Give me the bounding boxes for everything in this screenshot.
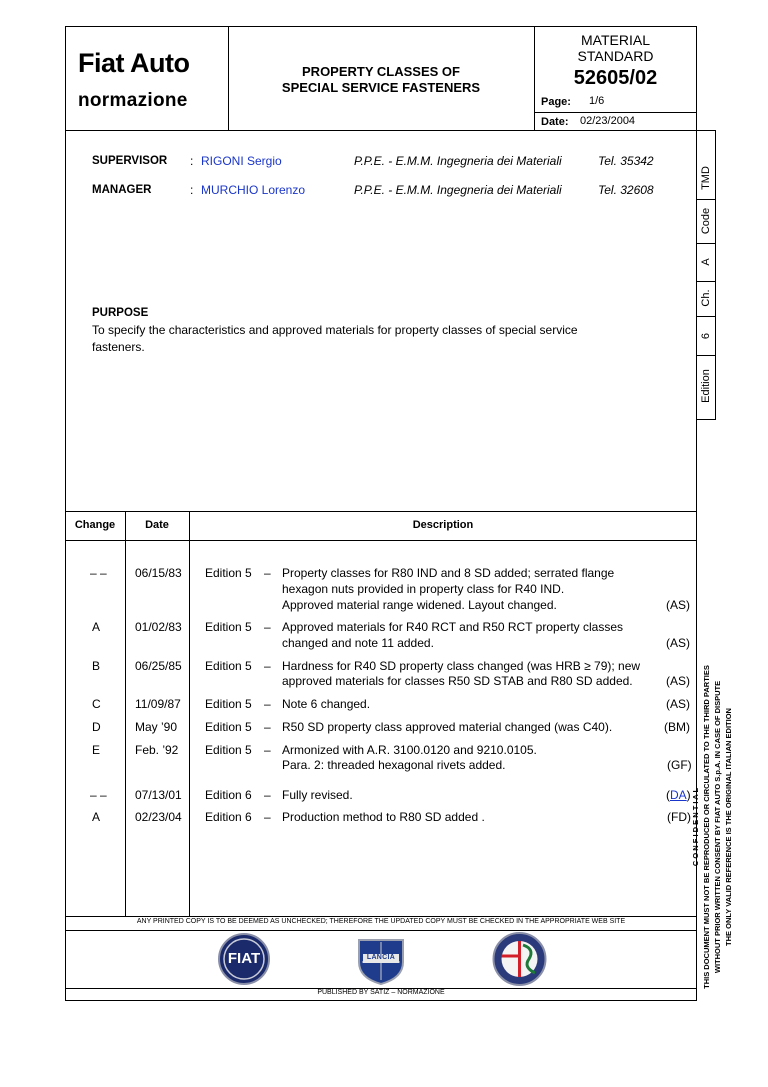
material-label-line-2: STANDARD	[577, 48, 654, 64]
row-author-code: (AS)	[666, 674, 690, 688]
row-change: – –	[90, 788, 107, 802]
row-author-code: (AS)	[666, 636, 690, 650]
row-description-line: changed and note 11 added.	[282, 636, 434, 650]
confidential-notice	[690, 567, 734, 1087]
brand-subtitle: normazione	[78, 90, 188, 111]
unchecked-copy-notice: ANY PRINTED COPY IS TO BE DEEMED AS UNCHECKED; THEREFORE THE UPDATED COPY MUST BE CHECKED IN THE APPROPRIATE WEB SITE	[136, 918, 626, 925]
row-description-line: Para. 2: threaded hexagonal rivets added.	[282, 758, 506, 772]
material-label-line-1: MATERIAL	[581, 32, 650, 48]
manager-phone: Tel. 32608	[598, 183, 654, 197]
alfa-romeo-logo	[491, 931, 548, 987]
row-description-line: Production method to R80 SD added .	[282, 810, 485, 824]
row-description-line: approved materials for classes R50 SD STAB and R80 SD added.	[282, 674, 633, 688]
row-date: 06/15/83	[135, 566, 182, 580]
row-edition: Edition 5	[205, 566, 252, 580]
confidential-line-3: THE ONLY VALID REFERENCE IS THE ORIGINAL ITALIAN EDITION	[724, 708, 733, 946]
fiat-logo	[216, 932, 272, 986]
manager-department: P.P.E. - E.M.M. Ingegneria dei Materiali	[354, 183, 562, 197]
row-change: D	[92, 720, 101, 734]
header-description: Description	[412, 519, 474, 531]
row-date: 01/02/83	[135, 620, 182, 634]
row-description-line: Approved material range widened. Layout changed.	[282, 598, 557, 612]
row-description-line: R50 SD property class approved material changed (was C40).	[282, 720, 613, 734]
row-edition: Edition 5	[205, 720, 252, 734]
standard-number: 52605/02	[573, 67, 658, 89]
row-author-code: (AS)	[666, 697, 690, 711]
row-change: – –	[90, 566, 107, 580]
manager-name[interactable]: MURCHIO Lorenzo	[201, 183, 306, 197]
lancia-logo	[354, 932, 408, 986]
purpose-text-line-2: fasteners.	[92, 340, 145, 354]
row-dash: –	[264, 659, 271, 673]
supervisor-phone: Tel. 35342	[598, 154, 654, 168]
title-line-1: PROPERTY CLASSES OF	[302, 64, 460, 79]
row-author-code: (FD)	[667, 810, 691, 824]
table-col-divider-2	[189, 511, 190, 917]
manager-separator: :	[190, 183, 194, 197]
tab-code: Code	[700, 207, 712, 235]
row-author-code: (BM)	[664, 720, 690, 734]
row-dash: –	[264, 620, 271, 634]
row-edition: Edition 5	[205, 620, 252, 634]
row-edition: Edition 5	[205, 697, 252, 711]
row-description-line: Property classes for R80 IND and 8 SD added; serrated flange	[282, 566, 615, 580]
published-by: PUBLISHED BY SATIZ – NORMAZIONE	[317, 989, 445, 996]
date-label: Date:	[541, 116, 569, 128]
supervisor-separator: :	[190, 154, 194, 168]
date-value: 02/23/2004	[580, 115, 636, 127]
title-line-2: SPECIAL SERVICE FASTENERS	[281, 80, 481, 95]
table-header-rule	[65, 540, 697, 541]
row-author-code	[666, 788, 691, 802]
material-standard-label	[534, 32, 697, 64]
header-date: Date	[145, 519, 169, 531]
row-dash: –	[264, 697, 271, 711]
row-author-code: (GF)	[667, 758, 692, 772]
row-date: May ’90	[135, 720, 178, 734]
row-description-line: Hardness for R40 SD property class changed (was HRB ≥ 79); new	[282, 659, 641, 673]
supervisor-department: P.P.E. - E.M.M. Ingegneria dei Materiali	[354, 154, 562, 168]
row-edition: Edition 6	[205, 810, 252, 824]
document-frame	[65, 26, 697, 1001]
row-date: 07/13/01	[135, 788, 182, 802]
row-description-line: Armonized with A.R. 3100.0120 and 9210.0105.	[282, 743, 537, 757]
row-date: Feb. ’92	[135, 743, 179, 757]
table-col-divider-1	[125, 511, 126, 917]
page-label: Page:	[541, 96, 571, 108]
row-dash: –	[264, 720, 271, 734]
row-edition: Edition 5	[205, 659, 252, 673]
manager-label: MANAGER	[92, 184, 152, 196]
tab-edition: Edition	[700, 369, 712, 403]
author-code-link[interactable]: DA	[670, 788, 687, 802]
row-date: 11/09/87	[135, 697, 181, 711]
tab-ch: Ch.	[700, 289, 712, 307]
supervisor-label: SUPERVISOR	[92, 155, 168, 167]
supervisor-name[interactable]: RIGONI Sergio	[201, 154, 282, 168]
date-rule	[534, 112, 697, 113]
footer-notice-rule	[65, 930, 697, 931]
document-title	[228, 64, 534, 96]
author-code-open: (	[666, 788, 670, 802]
row-edition: Edition 6	[205, 788, 252, 802]
row-description-line: Approved materials for R40 RCT and R50 RCT property classes	[282, 620, 624, 634]
row-dash: –	[264, 743, 271, 757]
table-top-rule	[65, 511, 697, 512]
fiat-logo-text: FIAT	[227, 950, 261, 967]
lancia-logo-text: LANCIA	[366, 954, 396, 961]
row-description-line: Note 6 changed.	[282, 697, 371, 711]
tab-ch-value: 6	[700, 332, 712, 340]
row-change: A	[92, 620, 101, 634]
header-change: Change	[74, 519, 116, 531]
purpose-heading: PURPOSE	[92, 307, 149, 319]
row-change: B	[92, 659, 101, 673]
row-change: A	[92, 810, 101, 824]
confidential-line-1: THIS DOCUMENT MUST NOT BE REPRODUCED OR CIRCULATED TO THE THIRD PARTIES	[702, 665, 711, 989]
confidential-title: C O N F I D E N T I A L	[691, 787, 700, 867]
purpose-text-line-1: To specify the characteristics and approved materials for property classes of special service	[92, 323, 578, 337]
row-date: 02/23/04	[135, 810, 182, 824]
row-date: 06/25/85	[135, 659, 182, 673]
tab-code-value: A	[700, 258, 712, 266]
row-author-code: (AS)	[666, 598, 690, 612]
row-dash: –	[264, 788, 271, 802]
tab-tmd: TMD	[700, 166, 712, 190]
row-change: E	[92, 743, 101, 757]
row-edition: Edition 5	[205, 743, 252, 757]
author-code-close: )	[686, 788, 691, 802]
row-dash: –	[264, 566, 271, 580]
confidential-line-2: WITHOUT PRIOR WRITTEN CONSENT BY FIAT AUTO S.p.A. IN CASE OF DISPUTE	[713, 680, 722, 974]
page-value: 1/6	[589, 95, 605, 107]
row-description-line: Fully revised.	[282, 788, 353, 802]
row-change: C	[92, 697, 101, 711]
row-dash: –	[264, 810, 271, 824]
brand-name: Fiat Auto	[78, 48, 190, 78]
row-description-line: hexagon nuts provided in property class for R40 IND.	[282, 582, 565, 596]
header-bottom-rule	[65, 130, 697, 131]
table-bottom-rule	[65, 916, 697, 917]
